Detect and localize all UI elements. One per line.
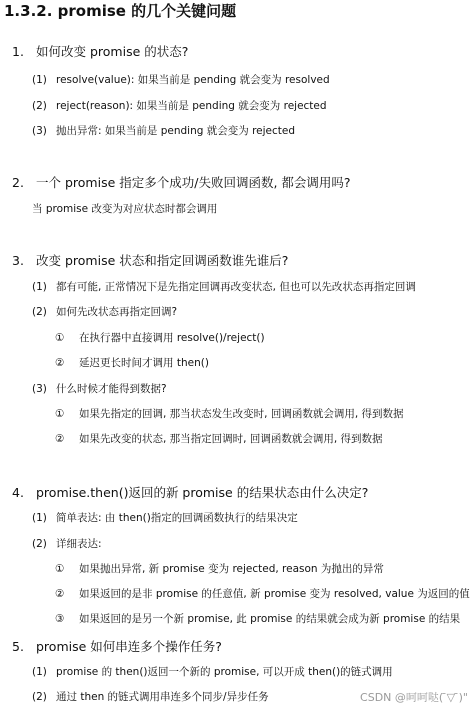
question-text: 如何改变 promise 的状态?	[36, 44, 189, 59]
question-text: promise.then()返回的新 promise 的结果状态由什么决定?	[36, 485, 369, 500]
item-text: 简单表达: 由 then()指定的回调函数执行的结果决定	[56, 512, 298, 524]
page-title: 1.3.2. promise 的几个关键问题	[4, 2, 237, 20]
question-text: 改变 promise 状态和指定回调函数谁先谁后?	[36, 253, 289, 268]
item-number: (1)	[32, 281, 47, 293]
answer-text: 当 promise 改变为对应状态时都会调用	[32, 203, 218, 215]
question-number: 4.	[12, 485, 24, 500]
question-number: 2.	[12, 175, 24, 190]
item-number: (2)	[32, 100, 47, 112]
question-number: 3.	[12, 253, 24, 268]
item-text: 如果先指定的回调, 那当状态发生改变时, 回调函数就会调用, 得到数据	[79, 408, 404, 420]
item-text: 如果抛出异常, 新 promise 变为 rejected, reason 为抛出的异常	[79, 563, 384, 575]
item-text: 在执行器中直接调用 resolve()/reject()	[79, 332, 265, 344]
item-number: ③	[55, 613, 65, 625]
item-text: 什么时候才能得到数据?	[56, 383, 167, 395]
question-text: promise 如何串连多个操作任务?	[36, 639, 222, 654]
item-text: 都有可能, 正常情况下是先指定回调再改变状态, 但也可以先改状态再指定回调	[56, 281, 416, 293]
item-text: 如果返回的是另一个新 promise, 此 promise 的结果就会成为新 promise 的结果	[79, 613, 461, 625]
csdn-watermark: CSDN @呵呵哒( ̄▽ ̄)"	[360, 691, 468, 704]
item-text: 如何先改状态再指定回调?	[56, 306, 178, 318]
question-text: 一个 promise 指定多个成功/失败回调函数, 都会调用吗?	[36, 175, 351, 190]
item-text: resolve(value): 如果当前是 pending 就会变为 resolved	[56, 74, 330, 86]
item-number: (3)	[32, 125, 47, 137]
item-number: ①	[55, 408, 65, 420]
item-number: (2)	[32, 538, 47, 550]
question-number: 5.	[12, 639, 24, 654]
item-text: 如果返回的是非 promise 的任意值, 新 promise 变为 resolved, value 为返回的值	[79, 588, 470, 600]
item-text: 详细表达:	[56, 538, 102, 550]
item-text: 通过 then 的链式调用串连多个同步/异步任务	[56, 691, 269, 703]
item-number: (1)	[32, 666, 47, 678]
item-text: 延迟更长时间才调用 then()	[79, 357, 209, 369]
item-number: (2)	[32, 691, 47, 703]
item-number: ①	[55, 563, 65, 575]
item-text: promise 的 then()返回一个新的 promise, 可以开成 then()的链式调用	[56, 666, 393, 678]
item-number: (3)	[32, 383, 47, 395]
item-text: reject(reason): 如果当前是 pending 就会变为 rejected	[56, 100, 327, 112]
item-number: (2)	[32, 306, 47, 318]
item-number: ①	[55, 332, 65, 344]
item-number: (1)	[32, 512, 47, 524]
item-text: 抛出异常: 如果当前是 pending 就会变为 rejected	[56, 125, 296, 137]
item-number: ②	[55, 357, 65, 369]
item-text: 如果先改变的状态, 那当指定回调时, 回调函数就会调用, 得到数据	[79, 433, 383, 445]
item-number: ②	[55, 588, 65, 600]
question-number: 1.	[12, 44, 24, 59]
item-number: ②	[55, 433, 65, 445]
item-number: (1)	[32, 74, 47, 86]
